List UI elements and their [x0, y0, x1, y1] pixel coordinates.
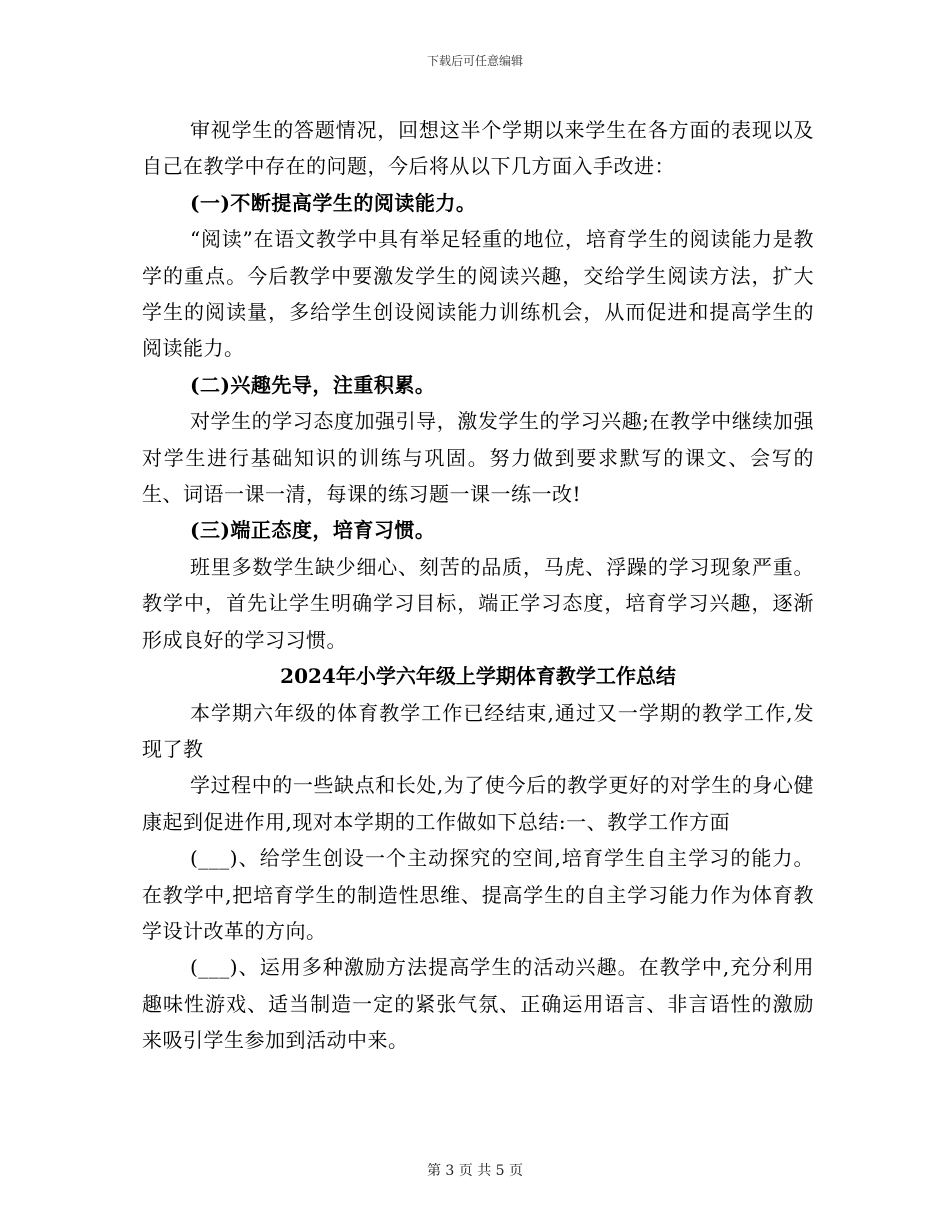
section-heading-2: (二)兴趣先导，注重积累。 — [190, 372, 436, 397]
section-heading-3: (三)端正态度，培育习惯。 — [190, 518, 436, 543]
paragraph-reading: “阅读”在语文教学中具有举足轻重的地位，培育学生的阅读能力是教学的重点。今后教学中要激发学生的阅读兴趣，交给学生阅读方法，扩大学生的阅读量，多给学生创设阅读能力训练机会，从而促进和提高学生的阅读能力。 — [142, 227, 814, 361]
page-footer: 第 3 页 共 5 页 — [426, 1163, 524, 1179]
page-header: 下载后可任意编辑 — [426, 54, 523, 68]
paragraph-point-2: (___)、运用多种激励方法提高学生的活动兴趣。在教学中,充分利用趣味性游戏、适当制造一定的紧张气氛、正确运用语言、非言语性的激励来吸引学生参加到活动中来。 — [142, 955, 814, 1053]
paragraph-summary-intro: 本学期六年级的体育教学工作已经结束,通过又一学期的教学工作,发现了教 — [142, 700, 814, 761]
paragraph-summary-cont: 学过程中的一些缺点和长处,为了使今后的教学更好的对学生的身心健康起到促进作用,现对本学期的工作做如下总结:一、教学工作方面 — [142, 773, 814, 834]
section-heading-1: (一)不断提高学生的阅读能力。 — [190, 190, 477, 215]
paragraph-attitude: 班里多数学生缺少细心、刻苦的品质，马虎、浮躁的学习现象严重。教学中，首先让学生明确学习目标，端正学习态度，培育学习兴趣，逐渐形成良好的学习习惯。 — [142, 554, 814, 652]
document-body — [142, 112, 814, 1059]
paragraph-intro: 审视学生的答题情况，回想这半个学期以来学生在各方面的表现以及自己在教学中存在的问题，今后将从以下几方面入手改进： — [142, 118, 814, 179]
document-title: 2024年小学六年级上学期体育教学工作总结 — [280, 664, 676, 689]
paragraph-interest: 对学生的学习态度加强引导，激发学生的学习兴趣;在教学中继续加强对学生进行基础知识的训练与巩固。努力做到要求默写的课文、会写的生、词语一课一清，每课的练习题一课一练一改! — [142, 409, 814, 507]
paragraph-point-1: (___)、给学生创设一个主动探究的空间,培育学生自主学习的能力。在教学中,把培育学生的制造性思维、提高学生的自主学习能力作为体育教学设计改革的方向。 — [142, 846, 814, 943]
